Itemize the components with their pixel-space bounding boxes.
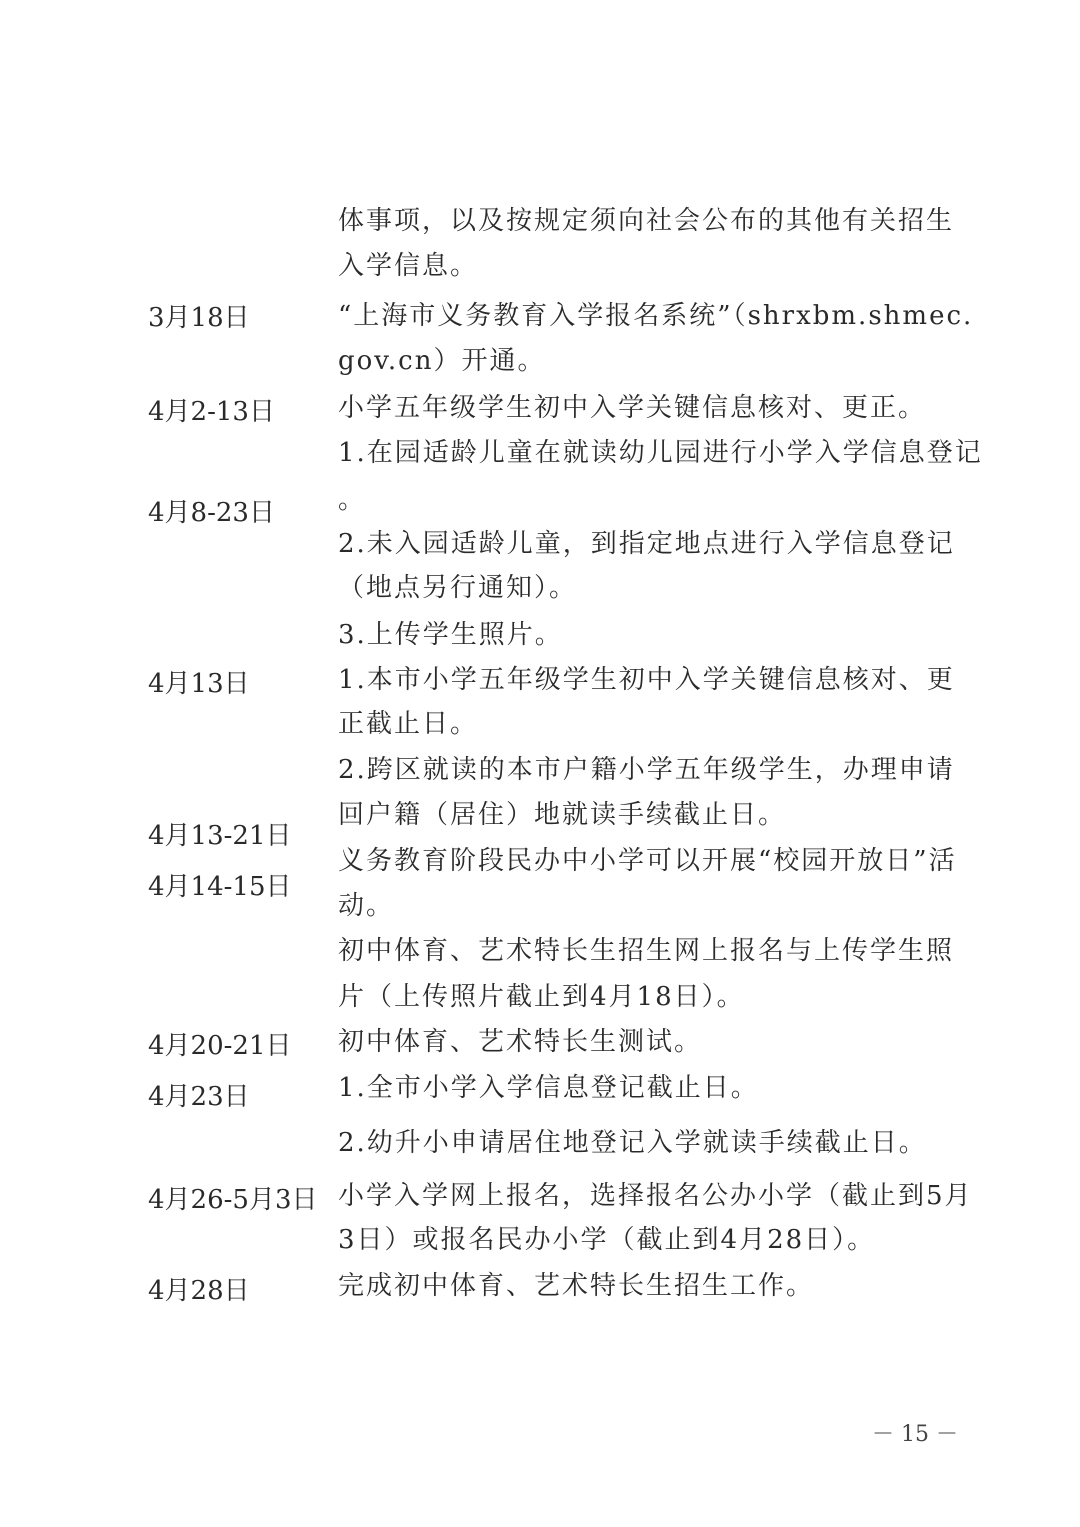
text-line: 2.跨区就读的本市户籍小学五年级学生，办理申请: [338, 755, 955, 785]
text-line: gov.cn）开通。: [338, 346, 546, 376]
text-line: 完成初中体育、艺术特长生招生工作。: [338, 1271, 815, 1301]
text-line: 小学五年级学生初中入学关键信息核对、更正。: [338, 393, 927, 423]
text-line: 1.在园适龄儿童在就读幼儿园进行小学入学信息登记: [338, 438, 983, 468]
schedule-date: 4月26-5月3日: [148, 1185, 318, 1215]
text-line: 3日）或报名民办小学（截止到4月28日）。: [338, 1225, 876, 1255]
text-line: （地点另行通知）。: [338, 573, 578, 603]
schedule-date: 4月28日: [148, 1276, 250, 1306]
text-line: 小学入学网上报名，选择报名公办小学（截止到5月: [338, 1181, 973, 1211]
text-line: 3.上传学生照片。: [338, 620, 563, 650]
text-line: 入学信息。: [338, 251, 479, 281]
text-line: 1.全市小学入学信息登记截止日。: [338, 1073, 759, 1103]
page-number: － 15 －: [872, 1422, 958, 1447]
text-line: 体事项，以及按规定须向社会公布的其他有关招生: [338, 206, 955, 236]
schedule-date: 4月20-21日: [148, 1031, 292, 1061]
text-line: 义务教育阶段民办中小学可以开展“校园开放日”活: [338, 846, 957, 876]
schedule-date: 4月14-15日: [148, 872, 292, 902]
text-line: 动。: [338, 891, 395, 921]
text-line: 1.本市小学五年级学生初中入学关键信息核对、更: [338, 665, 955, 695]
schedule-date: 4月13日: [148, 669, 250, 699]
text-line: 回户籍（居住）地就读手续截止日。: [338, 800, 787, 830]
text-line: 2.未入园适龄儿童，到指定地点进行入学信息登记: [338, 529, 955, 559]
text-line: 2.幼升小申请居住地登记入学就读手续截止日。: [338, 1128, 927, 1158]
text-line: “上海市义务教育入学报名系统”（shrxbm.shmec.: [338, 301, 974, 331]
schedule-date: 4月2-13日: [148, 397, 275, 427]
schedule-date: 4月23日: [148, 1082, 250, 1112]
text-line: 。: [338, 485, 367, 515]
schedule-date: 3月18日: [148, 303, 250, 333]
schedule-date: 4月8-23日: [148, 498, 275, 528]
schedule-date: 4月13-21日: [148, 821, 292, 851]
text-line: 片（上传照片截止到4月18日）。: [338, 982, 745, 1012]
text-line: 初中体育、艺术特长生招生网上报名与上传学生照: [338, 936, 955, 966]
text-line: 正截止日。: [338, 709, 479, 739]
text-line: 初中体育、艺术特长生测试。: [338, 1027, 703, 1057]
